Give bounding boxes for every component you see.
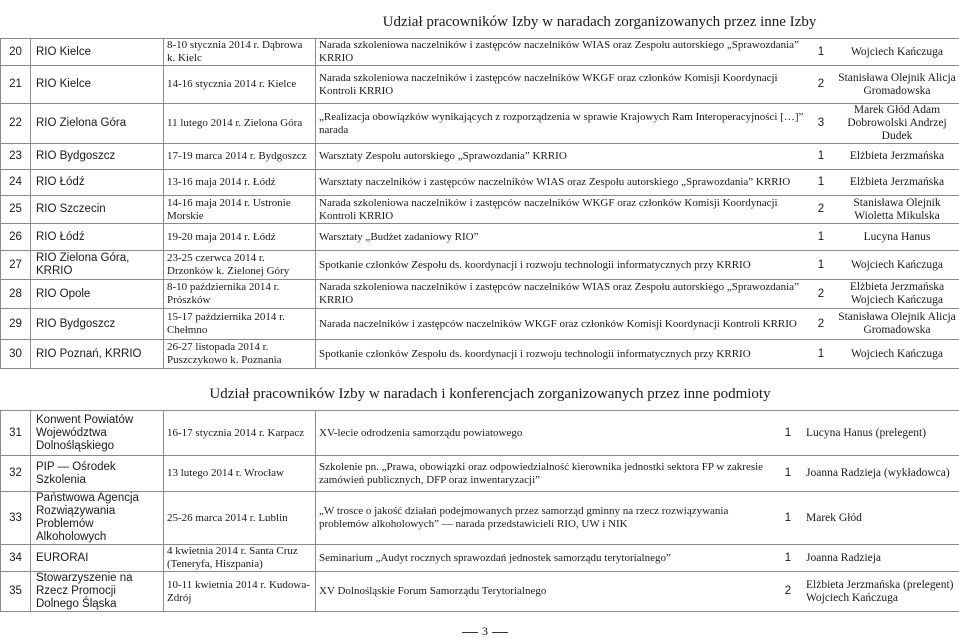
organizer: RIO Kielce	[31, 39, 164, 66]
row-number: 22	[1, 104, 31, 144]
table-row	[1, 144, 959, 170]
participant-count: 1	[807, 176, 835, 189]
organizer: PIP — Ośrodek Szkolenia	[31, 456, 164, 492]
participant-count: 1	[807, 348, 835, 361]
page-number: 3	[458, 624, 512, 639]
organizer: RIO Bydgoszcz	[31, 144, 164, 170]
participant-count: 2	[807, 311, 835, 337]
date-place: 23-25 czerwca 2014 r. Drzonków k. Zielonej Góry	[164, 251, 316, 280]
participant-count: 1	[807, 259, 835, 272]
date-place: 8-10 stycznia 2014 r. Dąbrowa k. Kielc	[164, 39, 316, 66]
table-row	[1, 170, 959, 196]
organizer: RIO Opole	[31, 280, 164, 309]
organizer: RIO Zielona Góra, KRRIO	[31, 251, 164, 280]
date-place: 15-17 października 2014 r. Chełmno	[164, 309, 316, 340]
topic-cell	[316, 39, 959, 66]
section1-table	[0, 38, 959, 369]
participant-count: 2	[774, 579, 802, 605]
row-number: 35	[1, 572, 31, 612]
participant-names: Elżbieta Jerzmańska (prelegent) Wojciech Kańczuga	[802, 579, 959, 605]
table-row	[1, 196, 959, 224]
row-number: 25	[1, 196, 31, 224]
row-number: 24	[1, 170, 31, 196]
participant-count: 1	[774, 461, 802, 487]
topic-cell	[316, 144, 959, 170]
participant-count: 1	[774, 552, 802, 565]
row-number: 26	[1, 224, 31, 251]
date-place: 4 kwietnia 2014 r. Santa Cruz (Teneryfa, Hiszpania)	[164, 545, 316, 572]
topic: Narada szkoleniowa naczelników i zastępców naczelników WIAS oraz Zespołu autorskiego „Sprawozdania” KRRIO	[316, 281, 807, 307]
table-row	[1, 572, 959, 612]
row-number: 33	[1, 492, 31, 545]
participant-names: Lucyna Hanus (prelegent)	[802, 427, 959, 440]
topic: „W trosce o jakość działań podejmowanych przez samorząd gminny na rzecz rozwiązywania problemów alkoholowych” — narada przedstawicieli RIO, UW i NIK	[316, 505, 774, 531]
section2-title: Udział pracowników Izby w naradach i konferencjach zorganizowanych przez inne podmioty	[175, 386, 805, 403]
topic: Szkolenie pn. „Prawa, obowiązki oraz odpowiedzialność kierownika jednostki sektora FP w zakresie zamówień publicznych, DFP oraz inwentaryzacji”	[316, 461, 774, 487]
row-number: 21	[1, 66, 31, 104]
organizer: RIO Bydgoszcz	[31, 309, 164, 340]
date-place: 13-16 maja 2014 r. Łódź	[164, 170, 316, 196]
participant-count: 1	[807, 231, 835, 244]
date-place: 10-11 kwietnia 2014 r. Kudowa-Zdrój	[164, 572, 316, 612]
organizer: RIO Kielce	[31, 66, 164, 104]
table-row	[1, 340, 959, 369]
topic-cell	[316, 545, 959, 572]
date-place: 25-26 marca 2014 r. Lublin	[164, 492, 316, 545]
date-place: 13 lutego 2014 r. Wrocław	[164, 456, 316, 492]
participant-count: 1	[774, 427, 802, 440]
organizer: Konwent Powiatów Województwa Dolnośląskiego	[31, 411, 164, 456]
date-place: 8-10 października 2014 r. Prószków	[164, 280, 316, 309]
topic: „Realizacja obowiązków wynikających z rozporządzenia w sprawie Krajowych Ram Interoperacyjności […]” narada	[316, 104, 807, 143]
row-number: 29	[1, 309, 31, 340]
section1-title: Udział pracowników Izby w naradach zorganizowanych przez inne Izby	[240, 14, 959, 31]
topic-cell	[316, 456, 959, 492]
organizer: RIO Łódź	[31, 170, 164, 196]
organizer: RIO Łódź	[31, 224, 164, 251]
participant-names: Elżbieta Jerzmańska Wojciech Kańczuga	[835, 281, 959, 307]
organizer: RIO Szczecin	[31, 196, 164, 224]
date-place: 26-27 listopada 2014 r. Puszczykowo k. Poznania	[164, 340, 316, 369]
date-place: 19-20 maja 2014 r. Łódź	[164, 224, 316, 251]
date-place: 16-17 stycznia 2014 r. Karpacz	[164, 411, 316, 456]
table-row	[1, 545, 959, 572]
row-number: 23	[1, 144, 31, 170]
topic: Narada szkoleniowa naczelników i zastępców naczelników WKGF oraz członków Komisji Koordynacji Kontroli KRRIO	[316, 197, 807, 223]
participant-names: Marek Głód Adam Dobrowolski Andrzej Dudek	[835, 104, 959, 143]
topic: XV-lecie odrodzenia samorządu powiatowego	[316, 427, 774, 440]
participant-names: Stanisława Olejnik Wioletta Mikulska	[835, 197, 959, 223]
participant-count: 1	[807, 150, 835, 163]
table-row	[1, 66, 959, 104]
participant-names: Elżbieta Jerzmańska	[835, 150, 959, 163]
topic: Narada naczelników i zastępców naczelników WKGF oraz członków Komisji Koordynacji Kontroli KRRIO	[316, 311, 807, 337]
participant-names: Joanna Radzieja (wykładowca)	[802, 461, 959, 487]
topic-cell	[316, 196, 959, 224]
participant-count: 2	[807, 197, 835, 223]
table-row	[1, 251, 959, 280]
row-number: 28	[1, 280, 31, 309]
organizer: Państwowa Agencja Rozwiązywania Problemów Alkoholowych	[31, 492, 164, 545]
table-row	[1, 492, 959, 545]
participant-names: Joanna Radzieja	[802, 552, 959, 565]
topic-cell	[316, 340, 959, 369]
table-row	[1, 280, 959, 309]
organizer: RIO Poznań, KRRIO	[31, 340, 164, 369]
organizer: Stowarzyszenie na Rzecz Promocji Dolnego Śląska	[31, 572, 164, 612]
date-place: 14-16 stycznia 2014 r. Kielce	[164, 66, 316, 104]
organizer: EURORAI	[31, 545, 164, 572]
organizer: RIO Zielona Góra	[31, 104, 164, 144]
participant-count: 1	[774, 505, 802, 531]
table-row	[1, 456, 959, 492]
topic-cell	[316, 224, 959, 251]
section2-table	[0, 410, 959, 612]
date-place: 14-16 maja 2014 r. Ustronie Morskie	[164, 196, 316, 224]
topic: Warsztaty Zespołu autorskiego „Sprawozdania” KRRIO	[316, 150, 807, 163]
topic-cell	[316, 66, 959, 104]
participant-count: 2	[807, 281, 835, 307]
table-row	[1, 309, 959, 340]
topic-cell	[316, 572, 959, 612]
participant-names: Wojciech Kańczuga	[835, 348, 959, 361]
topic-cell	[316, 492, 959, 545]
participant-names: Stanisława Olejnik Alicja Gromadowska	[835, 311, 959, 337]
participant-names: Wojciech Kańczuga	[835, 39, 959, 65]
participant-names: Elżbieta Jerzmańska	[835, 176, 959, 189]
participant-count: 3	[807, 104, 835, 143]
date-place: 17-19 marca 2014 r. Bydgoszcz	[164, 144, 316, 170]
row-number: 34	[1, 545, 31, 572]
topic: Narada szkoleniowa naczelników i zastępców naczelników WKGF oraz członków Komisji Koordynacji Kontroli KRRIO	[316, 72, 807, 98]
table-row	[1, 39, 959, 66]
participant-names: Wojciech Kańczuga	[835, 259, 959, 272]
participant-names: Stanisława Olejnik Alicja Gromadowska	[835, 72, 959, 98]
topic-cell	[316, 170, 959, 196]
topic: XV Dolnośląskie Forum Samorządu Terytorialnego	[316, 579, 774, 605]
topic: Spotkanie członków Zespołu ds. koordynacji i rozwoju technologii informatycznych przy KRRIO	[316, 348, 807, 361]
table-row	[1, 104, 959, 144]
row-number: 20	[1, 39, 31, 66]
row-number: 31	[1, 411, 31, 456]
topic: Spotkanie członków Zespołu ds. koordynacji i rozwoju technologii informatycznych przy KRRIO	[316, 259, 807, 272]
topic: Warsztaty „Budżet zadaniowy RIO”	[316, 231, 807, 244]
table-row	[1, 411, 959, 456]
topic: Warsztaty naczelników i zastępców naczelników WIAS oraz Zespołu autorskiego „Sprawozdania” KRRIO	[316, 176, 807, 189]
row-number: 30	[1, 340, 31, 369]
topic-cell	[316, 309, 959, 340]
topic-cell	[316, 104, 959, 144]
participant-names: Marek Głód	[802, 505, 959, 531]
topic: Narada szkoleniowa naczelników i zastępców naczelników WIAS oraz Zespołu autorskiego „Sprawozdania” KRRIO	[316, 39, 807, 65]
topic-cell	[316, 280, 959, 309]
topic-cell	[316, 411, 959, 456]
participant-count: 1	[807, 39, 835, 65]
date-place: 11 lutego 2014 r. Zielona Góra	[164, 104, 316, 144]
topic-cell	[316, 251, 959, 280]
table-row	[1, 224, 959, 251]
row-number: 27	[1, 251, 31, 280]
participant-count: 2	[807, 72, 835, 98]
row-number: 32	[1, 456, 31, 492]
topic: Seminarium „Audyt rocznych sprawozdań jednostek samorządu terytorialnego”	[316, 552, 774, 565]
participant-names: Lucyna Hanus	[835, 231, 959, 244]
